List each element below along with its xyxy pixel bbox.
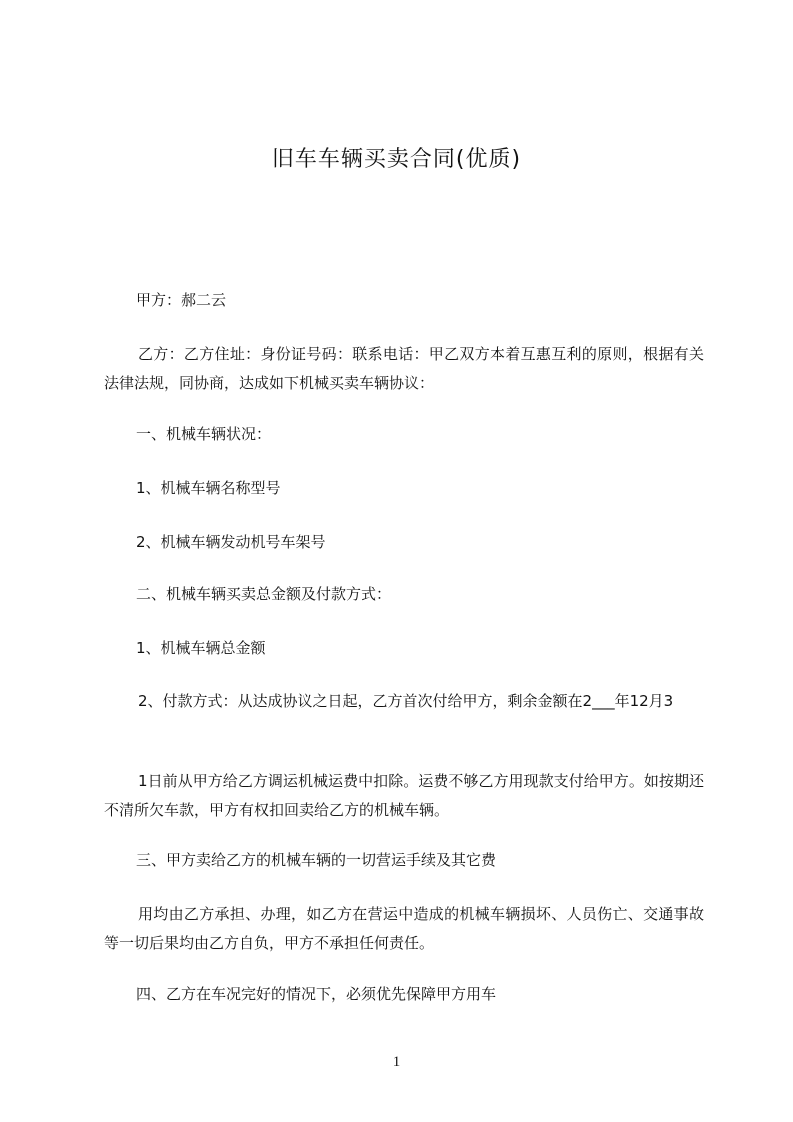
section-heading-2: 二、机械车辆买卖总金额及付款方式： [136,585,392,603]
party-b-paragraph: 乙方：乙方住址：身份证号码：联系电话：甲乙双方本着互惠互利的原则，根据有关法律法规，同协商，达成如下机械买卖车辆协议： [104,345,704,392]
clause-1-1: 1、机械车辆名称型号 [136,479,281,497]
page-number: 1 [392,1054,401,1070]
section-heading-4: 四、乙方在车况完好的情况下，必须优先保障甲方用车 [136,985,497,1003]
section-3-paragraph: 用均由乙方承担、办理，如乙方在营运中造成的机械车辆损坏、人员伤亡、交通事故等一切后果均由乙方自负，甲方不承担任何责任。 [104,905,704,952]
section-heading-1: 一、机械车辆状况： [136,425,272,443]
section-heading-3: 三、甲方卖给乙方的机械车辆的一切营运手续及其它费 [136,851,497,869]
party-a-line: 甲方：郝二云 [136,291,227,309]
clause-2-2: 2、付款方式：从达成协议之日起，乙方首次付给甲方，剩余金额在2___年12月3 [138,692,674,710]
clause-2-1: 1、机械车辆总金额 [136,639,266,657]
clause-1-2: 2、机械车辆发动机号车架号 [136,533,326,551]
document-title: 旧车车辆买卖合同(优质) [271,147,522,172]
clause-2-2-continued: 1日前从甲方给乙方调运机械运费中扣除。运费不够乙方用现款支付给甲方。如按期还不清所欠车款，甲方有权扣回卖给乙方的机械车辆。 [104,772,704,819]
